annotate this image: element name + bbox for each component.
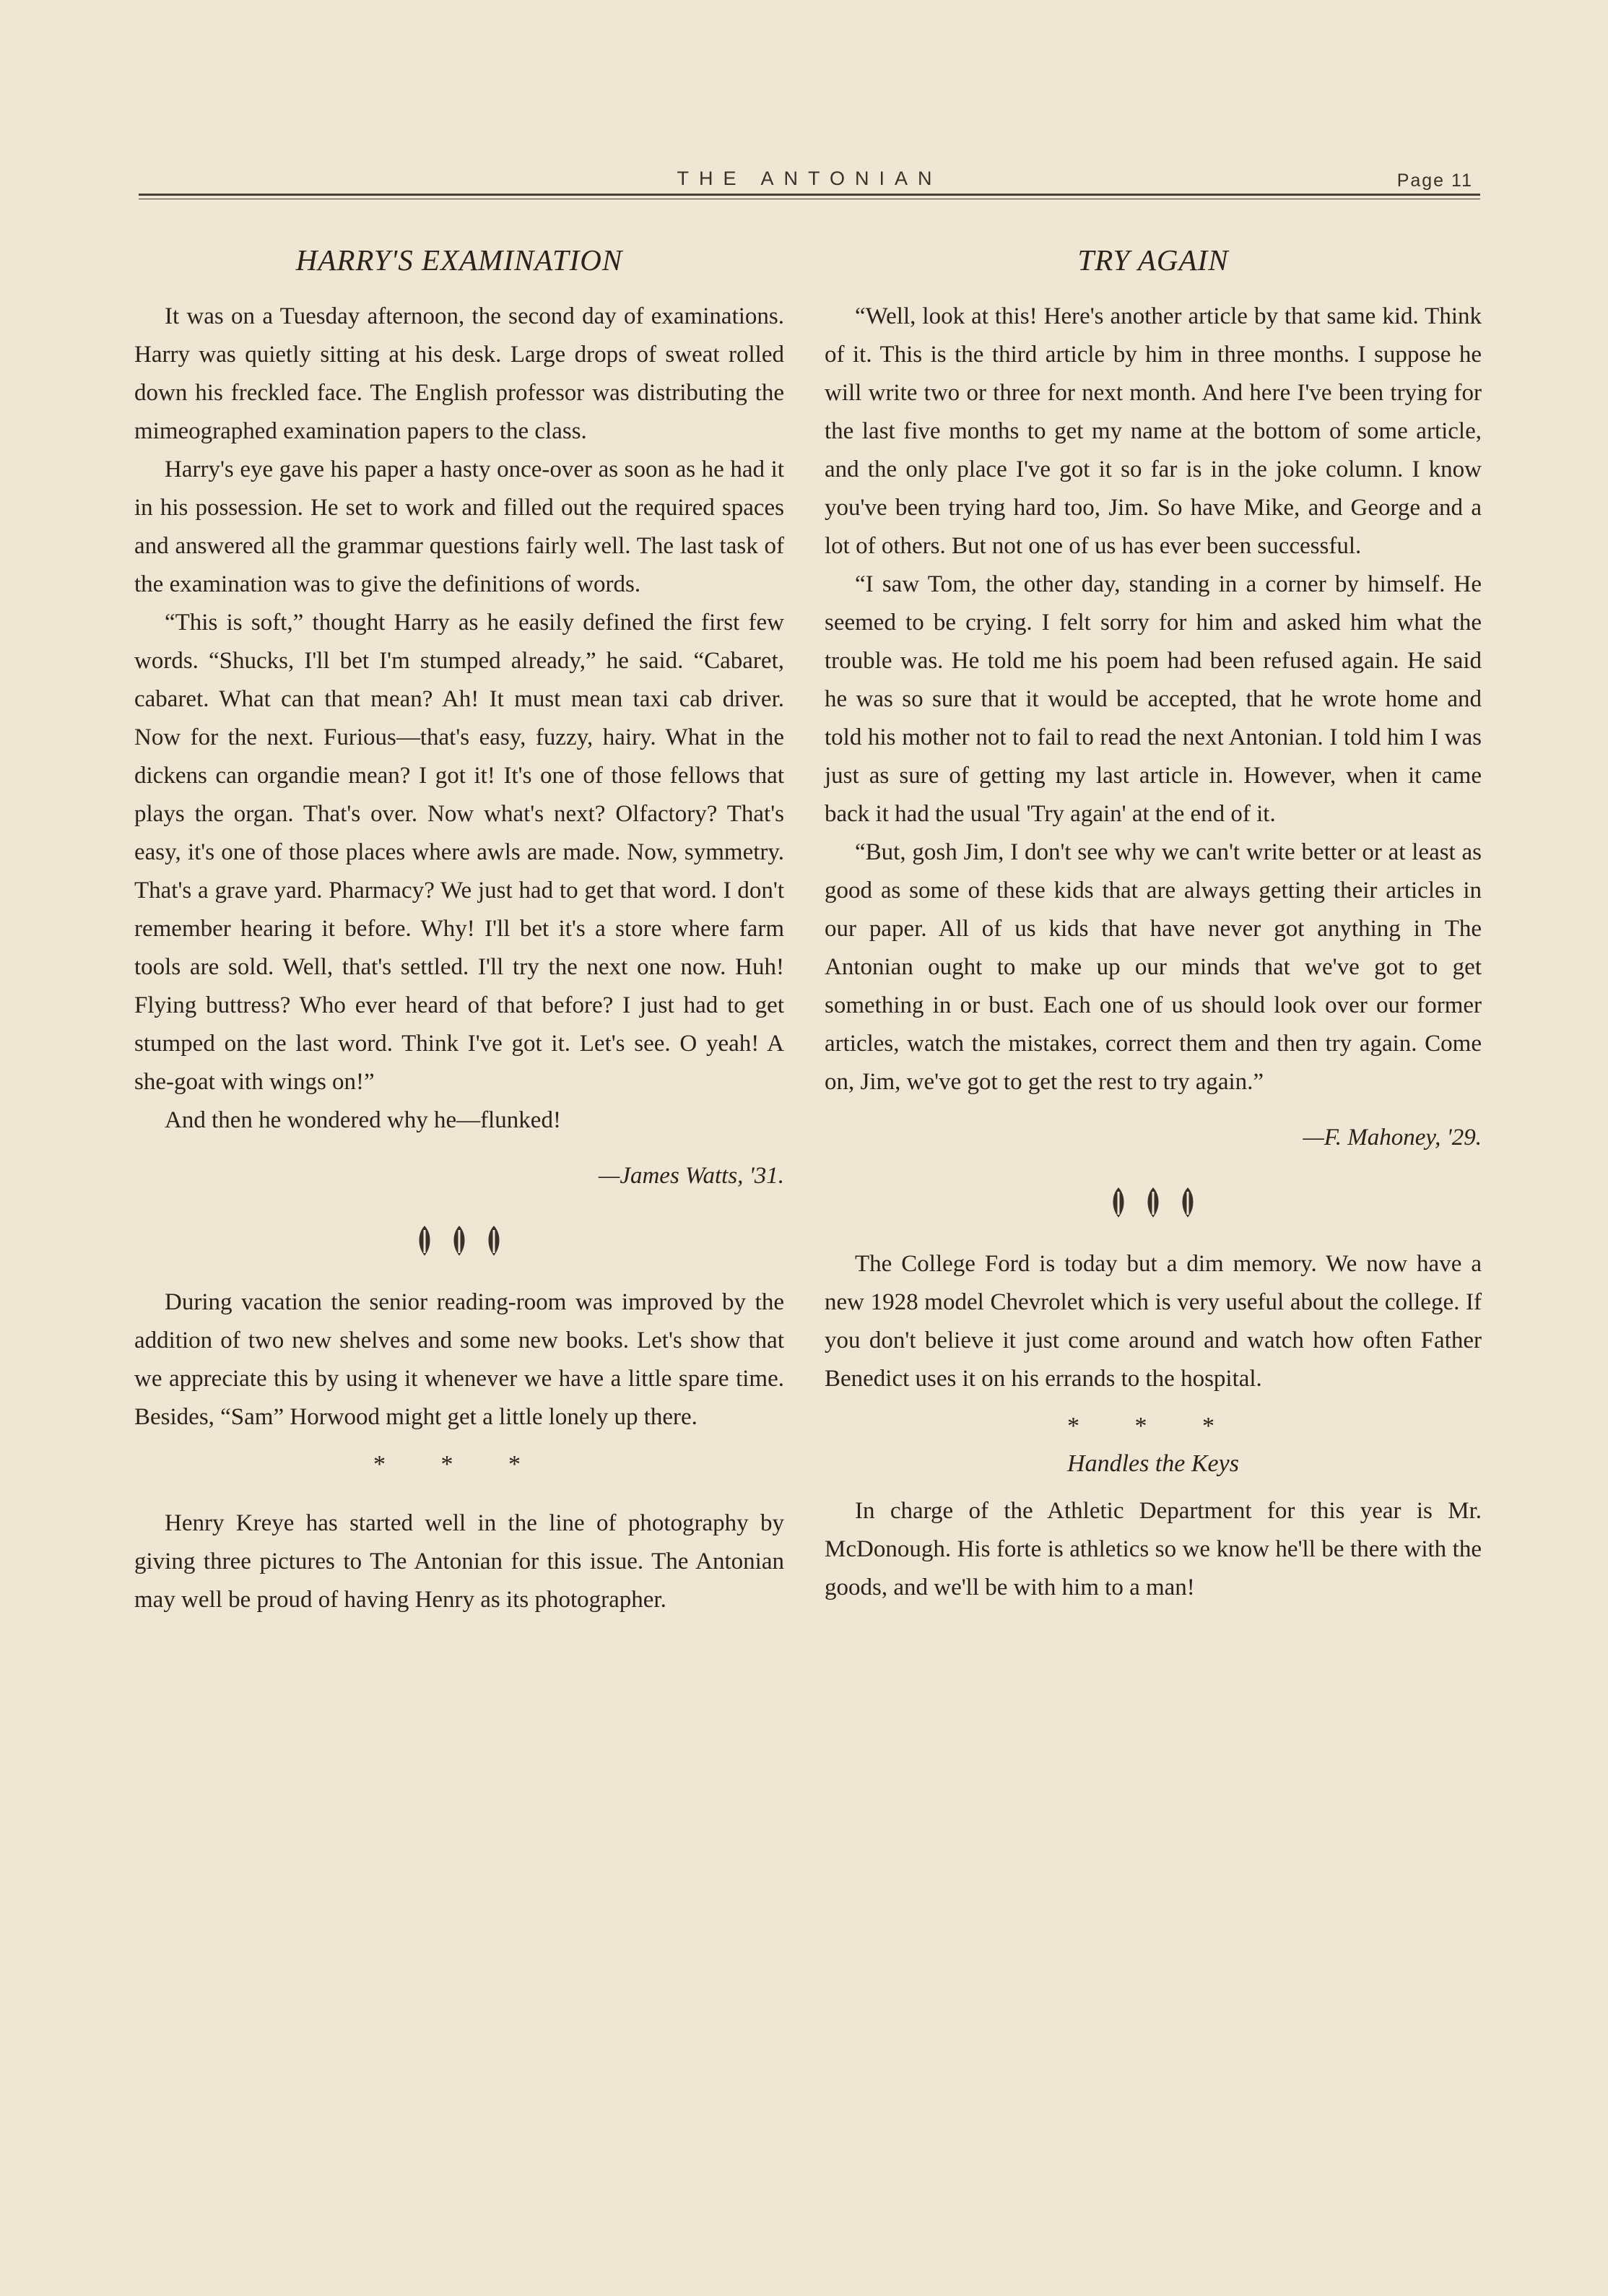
- article-paragraph: It was on a Tuesday afternoon, the second day of examinations. Harry was quietly sitting at his desk. Large drops of sweat rolled down his freckled face. The English professor was distributing the mimeographed examination papers to the class.: [134, 303, 784, 444]
- section-stars: * * *: [1067, 1413, 1239, 1439]
- article-title: HARRY'S EXAMINATION: [295, 243, 623, 277]
- header-rule: [139, 194, 1480, 196]
- leaf-ornament-icon: [1142, 1184, 1164, 1221]
- byline: —F. Mahoney, '29.: [1303, 1125, 1482, 1151]
- leaf-ornament-icon: [483, 1223, 505, 1259]
- section-subhead: Handles the Keys: [1067, 1450, 1239, 1477]
- masthead: THE ANTONIAN: [677, 168, 942, 189]
- vacation-note: During vacation the senior reading-room was improved by the addition of two new shelves and some new books. Let's show that we appreciate this by using it whenever we have a little spare time. Besides, “Sam” Horwood might get a little lonely up there.: [134, 1289, 784, 1430]
- ornament-divider: [825, 1184, 1482, 1221]
- page-header: [139, 168, 1480, 196]
- ornament-divider: [134, 1223, 784, 1259]
- article-paragraph: “Well, look at this! Here's another article by that same kid. Think of it. This is the third article by him in three months. I suppose he will write two or three for next month. And here I've been trying for the last five months to get my name at the bottom of some article, and the only place I've got it so far is in the joke column. I know you've been trying hard too, Jim. So have Mike, and George and a lot of others. But not one of us has ever been successful.: [825, 303, 1482, 559]
- leaf-ornament-icon: [1177, 1184, 1199, 1221]
- leaf-ornament-icon: [1108, 1184, 1129, 1221]
- article-paragraph: “But, gosh Jim, I don't see why we can't write better or at least as good as some of these kids that are always getting their articles in our paper. All of us kids that have never got anything in The Antonian ought to make up our minds that we've got to get something in or bust. Each one of us should look over our former articles, watch the mistakes, correct them and then try again. Come on, Jim, we've got to get the rest to try again.”: [825, 839, 1482, 1095]
- article-paragraph: Harry's eye gave his paper a hasty once-over as soon as he had it in his possession. He set to work and filled out the required spaces and answered all the grammar questions fairly well. The last task of the examination was to give the definitions of words.: [134, 456, 784, 597]
- article-paragraph: And then he wondered why he—flunked!: [165, 1107, 561, 1133]
- ford-note: The College Ford is today but a dim memory. We now have a new 1928 model Chevrolet which is very useful about the college. If you don't believe it just come around and watch how often Father Benedict uses it on his errands to the hospital.: [825, 1251, 1482, 1392]
- right-column: [825, 243, 1482, 1607]
- keys-note: In charge of the Athletic Department for this year is Mr. McDonough. His forte is athletics so we know he'll be there with the goods, and we'll be with him to a man!: [825, 1498, 1482, 1600]
- section-stars: * * *: [373, 1451, 545, 1478]
- leaf-ornament-icon: [414, 1223, 435, 1259]
- left-column: [134, 243, 784, 1619]
- article-paragraph: “This is soft,” thought Harry as he easily defined the first few words. “Shucks, I'll bet I'm stumped already,” he said. “Cabaret, cabaret. What can that mean? Ah! It must mean taxi cab driver. Now for the next. Furious—that's easy, fuzzy, hairy. What in the dickens can organdie mean? I got it! It's one of those fellows that plays the organ. That's over. Now what's next? Olfactory? That's easy, it's one of those places where awls are made. Now, symmetry. That's a grave yard. Pharmacy? We just had to get that word. I don't remember hearing it before. Why! I'll bet it's a store where farm tools are sold. Well, that's settled. I'll try the next one now. Huh! Flying buttress? Who ever heard of that before? I just had to get stumped on the last word. Think I've got it. Let's see. O yeah! A she-goat with wings on!”: [134, 610, 784, 1095]
- article-title: TRY AGAIN: [1077, 243, 1229, 277]
- photo-note: Henry Kreye has started well in the line of photography by giving three pictures to The Antonian for this issue. The Antonian may well be proud of having Henry as its photographer.: [134, 1510, 784, 1613]
- article-paragraph: “I saw Tom, the other day, standing in a corner by himself. He seemed to be crying. I felt sorry for him and asked him what the trouble was. He told me his poem had been refused again. He said he was so sure that it would be accepted, that he wrote home and told his mother not to fail to read the next Antonian. I told him I was just as sure of getting my last article in. However, when it came back it had the usual 'Try again' at the end of it.: [825, 571, 1482, 827]
- page-number: Page 11: [1396, 170, 1473, 191]
- leaf-ornament-icon: [448, 1223, 470, 1259]
- byline: —James Watts, '31.: [598, 1163, 784, 1189]
